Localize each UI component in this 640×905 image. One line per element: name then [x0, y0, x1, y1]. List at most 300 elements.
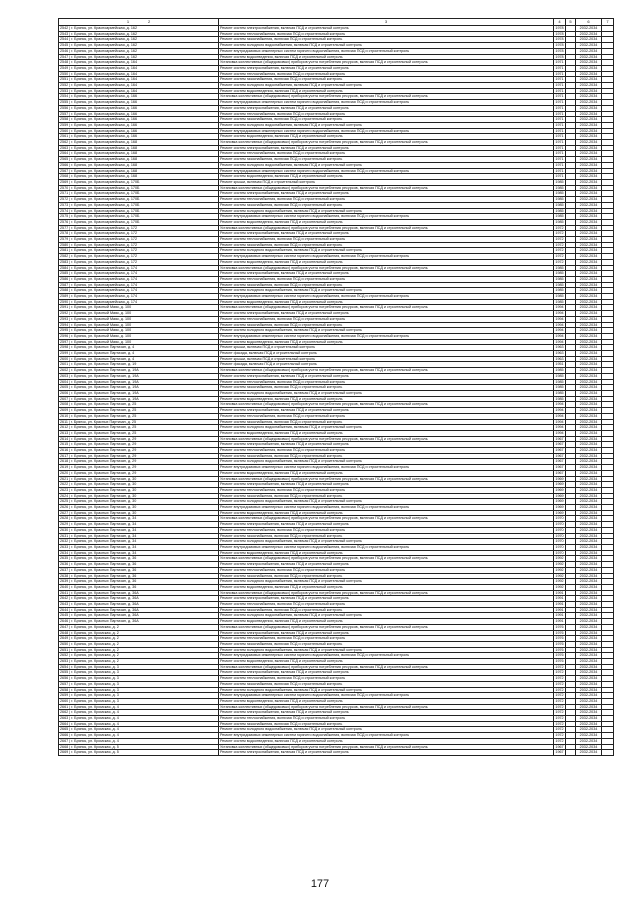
row-work-type: Ремонт систем электроснабжения, включая ПСД и строительный контроль — [219, 522, 554, 528]
row-period: 2032-2034 — [576, 37, 602, 43]
row-number-address: 2624 | г. Брянск, ул. Красных Партизан, д. 30 — [59, 493, 219, 499]
row-year: 1963 — [555, 356, 564, 361]
row-period: 2032-2034 — [576, 356, 602, 362]
row-year: 1972 — [555, 670, 564, 675]
row-period: 2032-2034 — [576, 134, 602, 140]
row-period: 2032-2034 — [576, 487, 602, 493]
row-number-address: 2629 | г. Брянск, ул. Красных Партизан, д. 34 — [59, 522, 219, 528]
row-number-address: 2580 | г. Брянск, ул. Красноармейская, д. 172 — [59, 242, 219, 248]
row-period: 2032-2034 — [576, 225, 602, 231]
row-period: 2032-2034 — [576, 197, 602, 203]
row-year: 1972 — [555, 693, 564, 698]
row-period: 2032-2034 — [576, 214, 602, 220]
row-number-address: 2551 | г. Брянск, ул. Красноармейская, д. 164 — [59, 77, 219, 83]
row-number-address: 2570 | г. Брянск, ул. Красноармейская, д. 170Б — [59, 185, 219, 191]
row-work-type: Ремонт систем холодного водоснабжения, включая ПСД и строительный контроль — [219, 391, 554, 397]
row-number-address: 2587 | г. Брянск, ул. Красноармейская, д. 174 — [59, 282, 219, 288]
header-col-3: 3 — [219, 19, 554, 26]
row-year: 1972 — [555, 237, 564, 242]
row-work-type: Ремонт систем водоотведения, включая ПСД и строительный контроль — [219, 88, 554, 94]
row-year: 1971 — [555, 105, 564, 110]
row-number-address: 2588 | г. Брянск, ул. Красноармейская, д. 174 — [59, 288, 219, 294]
row-work-type: Ремонт систем теплоснабжения, включая ПСД и строительный контроль — [219, 636, 554, 642]
row-year: 1992 — [555, 567, 564, 572]
row-work-type: Установка коллективных (общедомовых) приборов учета потребления ресурсов, включая ПСД и строительный контроль — [219, 744, 554, 750]
row-number-address: 2636 | г. Брянск, ул. Красных Партизан, д. 36 — [59, 562, 219, 568]
row-number-address: 2598 | г. Брянск, ул. Красных Партизан, д. 4 — [59, 345, 219, 351]
row-year: 1985 — [555, 282, 564, 287]
row-work-type: Ремонт систем холодного водоснабжения, включая ПСД и строительный контроль — [219, 288, 554, 294]
row-year: 1985 — [555, 276, 564, 281]
row-number-address: 2594 | г. Брянск, ул. Красный Маяк, д. 100 — [59, 322, 219, 328]
row-number-address: 2577 | г. Брянск, ул. Красноармейская, д. 172 — [59, 225, 219, 231]
row-number-address: 2631 | г. Брянск, ул. Красных Партизан, д. 34 — [59, 533, 219, 539]
row-number-address: 2668 | г. Брянск, ул. Кромская, д. 5 — [59, 744, 219, 750]
row-work-type: Ремонт систем холодного водоснабжения, включая ПСД и строительный контроль — [219, 727, 554, 733]
row-work-type: Ремонт систем теплоснабжения, включая ПСД и строительный контроль — [219, 487, 554, 493]
row-period: 2032-2034 — [576, 254, 602, 260]
row-period: 2032-2034 — [576, 311, 602, 317]
row-number-address: 2622 | г. Брянск, ул. Красных Партизан, д. 30 — [59, 482, 219, 488]
row-year: 1978 — [555, 43, 564, 48]
row-year: 1967 — [555, 470, 564, 475]
row-year: 1976 — [555, 647, 564, 652]
row-number-address: 2545 | г. Брянск, ул. Красноармейская, д. 162 — [59, 43, 219, 49]
row-year: 1994 — [555, 339, 564, 344]
row-year: 1992 — [555, 584, 564, 589]
row-year: 1971 — [555, 145, 564, 150]
row-number-address: 2568 | г. Брянск, ул. Красноармейская, д. 168 — [59, 174, 219, 180]
header-col-6: 6 — [576, 19, 602, 26]
row-year: 1978 — [555, 31, 564, 36]
row-number-address: 2608 | г. Брянск, ул. Красных Партизан, д. 25 — [59, 402, 219, 408]
row-number-address: 2612 | г. Брянск, ул. Красных Партизан, д. 25 — [59, 425, 219, 431]
row-year: 1985 — [555, 299, 564, 304]
row-year: 1985 — [555, 288, 564, 293]
row-number-address: 2635 | г. Брянск, ул. Красных Партизан, д. 36 — [59, 556, 219, 562]
row-period: 2032-2034 — [576, 168, 602, 174]
row-year: 1971 — [555, 77, 564, 82]
row-number-address: 2549 | г. Брянск, ул. Красноармейская, д. 164 — [59, 65, 219, 71]
row-period: 2032-2034 — [576, 596, 602, 602]
row-period: 2032-2034 — [576, 54, 602, 60]
row-work-type: Ремонт систем водоотведения, включая ПСД и строительный контроль — [219, 619, 554, 625]
row-period: 2032-2034 — [576, 436, 602, 442]
row-period: 2032-2034 — [576, 499, 602, 505]
row-year: 1970 — [555, 527, 564, 532]
row-work-type: Ремонт систем газоснабжения, включая ПСД и строительный контроль — [219, 77, 554, 83]
row-period: 2032-2034 — [576, 659, 602, 665]
row-work-type: Ремонт систем электроснабжения, включая ПСД и строительный контроль — [219, 191, 554, 197]
row-work-type: Ремонт систем газоснабжения, включая ПСД и строительный контроль — [219, 641, 554, 647]
row-year: 1978 — [555, 54, 564, 59]
row-period: 2032-2034 — [576, 453, 602, 459]
row-period: 2032-2034 — [576, 408, 602, 414]
row-number-address: 2592 | г. Брянск, ул. Красный Маяк, д. 100 — [59, 311, 219, 317]
row-number-address: 2644 | г. Брянск, ул. Красных Партизан, д. 36А — [59, 607, 219, 613]
row-year: 1969 — [555, 476, 564, 481]
row-work-type: Установка коллективных (общедомовых) приборов учета потребления ресурсов, включая ПСД и строительный контроль — [219, 516, 554, 522]
row-period: 2032-2034 — [576, 693, 602, 699]
row-work-type: Ремонт систем холодного водоснабжения, включая ПСД и строительный контроль — [219, 499, 554, 505]
row-number-address: 2610 | г. Брянск, ул. Красных Партизан, д. 25 — [59, 413, 219, 419]
row-year: 1991 — [555, 596, 564, 601]
row-number-address: 2640 | г. Брянск, ул. Красных Партизан, д. 36 — [59, 584, 219, 590]
row-year: 1972 — [555, 259, 564, 264]
row-number-address: 2646 | г. Брянск, ул. Красных Партизан, д. 36А — [59, 619, 219, 625]
row-work-type: Ремонт систем холодного водоснабжения, включая ПСД и строительный контроль — [219, 459, 554, 465]
row-period: 2032-2034 — [576, 510, 602, 516]
row-work-type: Ремонт систем газоснабжения, включая ПСД и строительный контроль — [219, 607, 554, 613]
row-work-type: Установка коллективных (общедомовых) приборов учета потребления ресурсов, включая ПСД и строительный контроль — [219, 624, 554, 630]
row-work-type: Ремонт внутридомовых инженерных систем горячего водоснабжения, включая ПСД и строительный контроль — [219, 294, 554, 300]
row-year: 1971 — [555, 83, 564, 88]
row-work-type: Ремонт систем холодного водоснабжения, включая ПСД и строительный контроль — [219, 162, 554, 168]
row-work-type: Ремонт внутридомовых инженерных систем горячего водоснабжения, включая ПСД и строительный контроль — [219, 214, 554, 220]
row-period: 2032-2034 — [576, 396, 602, 402]
row-period: 2032-2034 — [576, 556, 602, 562]
row-work-type: Ремонт систем газоснабжения, включая ПСД и строительный контроль — [219, 721, 554, 727]
row-period: 2032-2034 — [576, 248, 602, 254]
row-work-type: Ремонт систем теплоснабжения, включая ПСД и строительный контроль — [219, 197, 554, 203]
row-period: 2032-2034 — [576, 276, 602, 282]
row-period: 2032-2034 — [576, 351, 602, 357]
row-period: 2032-2034 — [576, 43, 602, 49]
page-number: 177 — [310, 878, 330, 890]
row-year: 1985 — [555, 385, 564, 390]
row-year: 1985 — [555, 219, 564, 224]
row-period: 2032-2034 — [576, 128, 602, 134]
row-work-type: Ремонт систем холодного водоснабжения, включая ПСД и строительный контроль — [219, 208, 554, 214]
row-year: 1971 — [555, 88, 564, 93]
row-year: 1971 — [555, 140, 564, 145]
row-number-address: 2665 | г. Брянск, ул. Кромская, д. 4 — [59, 727, 219, 733]
row-number-address: 2566 | г. Брянск, ул. Красноармейская, д. 168 — [59, 162, 219, 168]
row-period: 2032-2034 — [576, 607, 602, 613]
row-number-address: 2658 | г. Брянск, ул. Кромская, д. 3 — [59, 687, 219, 693]
row-year: 1976 — [555, 630, 564, 635]
table-body — [59, 26, 614, 756]
row-work-type: Ремонт систем водоотведения, включая ПСД и строительный контроль — [219, 584, 554, 590]
row-period: 2032-2034 — [576, 602, 602, 608]
row-year: 1972 — [555, 664, 564, 669]
row-work-type: Ремонт систем холодного водоснабжения, включая ПСД и строительный контроль — [219, 647, 554, 653]
row-work-type: Ремонт систем холодного водоснабжения, включая ПСД и строительный контроль — [219, 425, 554, 431]
row-work-type: Ремонт систем водоотведения, включая ПСД и строительный контроль — [219, 134, 554, 140]
row-work-type: Ремонт систем холодного водоснабжения, включая ПСД и строительный контроль — [219, 248, 554, 254]
row-work-type: Ремонт систем теплоснабжения, включая ПСД и строительный контроль — [219, 716, 554, 722]
row-number-address: 2660 | г. Брянск, ул. Кромская, д. 3 — [59, 698, 219, 704]
row-work-type: Установка коллективных (общедомовых) приборов учета потребления ресурсов, включая ПСД и строительный контроль — [219, 60, 554, 66]
row-number-address: 2633 | г. Брянск, ул. Красных Партизан, д. 34 — [59, 544, 219, 550]
row-work-type: Ремонт систем теплоснабжения, включая ПСД и строительный контроль — [219, 71, 554, 77]
row-year: 1985 — [555, 265, 564, 270]
row-work-type: Установка коллективных (общедомовых) приборов учета потребления ресурсов, включая ПСД и строительный контроль — [219, 664, 554, 670]
row-period: 2032-2034 — [576, 105, 602, 111]
row-period: 2032-2034 — [576, 413, 602, 419]
row-period: 2032-2034 — [576, 157, 602, 163]
row-year: 1971 — [555, 168, 564, 173]
row-year: 1985 — [555, 191, 564, 196]
row-work-type: Ремонт систем газоснабжения, включая ПСД и строительный контроль — [219, 117, 554, 123]
row-period: 2032-2034 — [576, 698, 602, 704]
row-year: 1992 — [555, 573, 564, 578]
row-period: 2032-2034 — [576, 476, 602, 482]
row-period: 2032-2034 — [576, 710, 602, 716]
row-number-address: 2555 | г. Брянск, ул. Красноармейская, д. 166 — [59, 100, 219, 106]
row-period: 2032-2034 — [576, 71, 602, 77]
row-work-type: Ремонт систем газоснабжения, включая ПСД и строительный контроль — [219, 282, 554, 288]
row-work-type: Ремонт внутридомовых инженерных систем горячего водоснабжения, включая ПСД и строительный контроль — [219, 254, 554, 260]
row-work-type: Ремонт систем теплоснабжения, включая ПСД и строительный контроль — [219, 413, 554, 419]
row-number-address: 2569 | г. Брянск, ул. Красноармейская, д. 170Б — [59, 179, 219, 185]
row-year: 1985 — [555, 373, 564, 378]
row-work-type: Ремонт систем газоснабжения, включая ПСД и строительный контроль — [219, 681, 554, 687]
row-work-type: Ремонт крыши, включая ПСД и строительный контроль — [219, 179, 554, 185]
row-year: 1972 — [555, 676, 564, 681]
row-period: 2032-2034 — [576, 174, 602, 180]
row-work-type: Ремонт фасада, включая ПСД и строительный контроль — [219, 362, 554, 368]
row-work-type: Ремонт систем теплоснабжения, включая ПСД и строительный контроль — [219, 448, 554, 454]
row-number-address: 2611 | г. Брянск, ул. Красных Партизан, д. 25 — [59, 419, 219, 425]
row-period: 2032-2034 — [576, 681, 602, 687]
row-number-address: 2575 | г. Брянск, ул. Красноармейская, д. 170Б — [59, 214, 219, 220]
row-number-address: 2657 | г. Брянск, ул. Кромская, д. 3 — [59, 681, 219, 687]
row-number-address: 2583 | г. Брянск, ул. Красноармейская, д. 172 — [59, 259, 219, 265]
row-work-type: Ремонт фасада, включая ПСД и строительный контроль — [219, 351, 554, 357]
row-year: 1971 — [555, 100, 564, 105]
row-work-type: Ремонт систем электроснабжения, включая ПСД и строительный контроль — [219, 670, 554, 676]
row-number-address: 2623 | г. Брянск, ул. Красных Партизан, д. 30 — [59, 487, 219, 493]
row-period: 2032-2034 — [576, 550, 602, 556]
row-period: 2032-2034 — [576, 562, 602, 568]
row-work-type: Ремонт систем теплоснабжения, включая ПСД и строительный контроль — [219, 31, 554, 37]
row-work-type: Ремонт систем водоотведения, включая ПСД и строительный контроль — [219, 219, 554, 225]
row-number-address: 2627 | г. Брянск, ул. Красных Партизан, д. 30 — [59, 510, 219, 516]
row-year: 1971 — [555, 128, 564, 133]
row-number-address: 2599 | г. Брянск, ул. Красных Партизан, д. 4 — [59, 351, 219, 357]
row-year: 1976 — [555, 659, 564, 664]
row-work-type: Ремонт систем электроснабжения, включая ПСД и строительный контроль — [219, 482, 554, 488]
row-empty — [602, 750, 614, 756]
row-period: 2032-2034 — [576, 259, 602, 265]
row-number-address: 2651 | г. Брянск, ул. Кромская, д. 2 — [59, 647, 219, 653]
row-year: 1994 — [555, 322, 564, 327]
row-year: 1994 — [555, 305, 564, 310]
row-period: 2032-2034 — [576, 391, 602, 397]
row-period: 2032-2034 — [576, 613, 602, 619]
row-year: 1969 — [555, 510, 564, 515]
row-period: 2032-2034 — [576, 744, 602, 750]
row-period: 2032-2034 — [576, 219, 602, 225]
row-year: 1972 — [555, 727, 564, 732]
row-work-type: Ремонт крыши, включая ПСД и строительный контроль — [219, 356, 554, 362]
row-period: 2032-2034 — [576, 288, 602, 294]
row-year: 1985 — [555, 379, 564, 384]
row-period: 2032-2034 — [576, 145, 602, 151]
row-period: 2032-2034 — [576, 733, 602, 739]
row-period: 2032-2034 — [576, 333, 602, 339]
row-period: 2032-2034 — [576, 539, 602, 545]
row-year: 1994 — [555, 328, 564, 333]
row-work-type: Установка коллективных (общедомовых) приборов учета потребления ресурсов, включая ПСД и строительный контроль — [219, 436, 554, 442]
row-period: 2032-2034 — [576, 379, 602, 385]
row-work-type: Ремонт систем газоснабжения, включая ПСД и строительный контроль — [219, 37, 554, 43]
row-year: 1991 — [555, 602, 564, 607]
row-number-address: 2626 | г. Брянск, ул. Красных Партизан, д. 30 — [59, 505, 219, 511]
row-period: 2032-2034 — [576, 482, 602, 488]
row-period: 2032-2034 — [576, 716, 602, 722]
row-period: 2032-2034 — [576, 111, 602, 117]
row-year: 1971 — [555, 134, 564, 139]
row-work-type: Ремонт систем газоснабжения, включая ПСД и строительный контроль — [219, 453, 554, 459]
row-year: 1967 — [555, 750, 564, 755]
row-work-type: Ремонт систем газоснабжения, включая ПСД и строительный контроль — [219, 242, 554, 248]
row-period: 2032-2034 — [576, 579, 602, 585]
row-year: 1985 — [555, 391, 564, 395]
row-year: 1963 — [555, 345, 564, 350]
row-number-address: 2603 | г. Брянск, ул. Красных Партизан, д. 19А — [59, 373, 219, 379]
row-work-type: Ремонт систем электроснабжения, включая ПСД и строительный контроль — [219, 408, 554, 414]
header-col-1-2: 1 2 — [59, 19, 219, 26]
row-period: 2032-2034 — [576, 299, 602, 305]
row-work-type: Ремонт систем водоотведения, включая ПСД и строительный контроль — [219, 174, 554, 180]
row-year: 1985 — [555, 214, 564, 219]
row-period: 2032-2034 — [576, 641, 602, 647]
row-number-address: 2602 | г. Брянск, ул. Красных Партизан, д. 19А — [59, 368, 219, 374]
table-header-row — [59, 19, 614, 26]
row-year: 1967 — [555, 744, 564, 749]
row-number-address: 2619 | г. Брянск, ул. Красных Партизан, д. 29 — [59, 465, 219, 471]
row-work-type: Установка коллективных (общедомовых) приборов учета потребления ресурсов, включая ПСД и строительный контроль — [219, 225, 554, 231]
row-number-address: 2571 | г. Брянск, ул. Красноармейская, д. 170Б — [59, 191, 219, 197]
row-work-type: Ремонт систем электроснабжения, включая ПСД и строительный контроль — [219, 373, 554, 379]
row-work-type: Установка коллективных (общедомовых) приборов учета потребления ресурсов, включая ПСД и строительный контроль — [219, 476, 554, 482]
row-period: 2032-2034 — [576, 385, 602, 391]
row-period: 2032-2034 — [576, 687, 602, 693]
row-number-address: 2593 | г. Брянск, ул. Красный Маяк, д. 100 — [59, 316, 219, 322]
row-work-type: Ремонт систем холодного водоснабжения, включая ПСД и строительный контроль — [219, 328, 554, 334]
row-period: 2032-2034 — [576, 647, 602, 653]
row-period: 2032-2034 — [576, 448, 602, 454]
row-number-address: 2596 | г. Брянск, ул. Красный Маяк, д. 100 — [59, 333, 219, 339]
row-work-type: Установка коллективных (общедомовых) приборов учета потребления ресурсов, включая ПСД и строительный контроль — [219, 368, 554, 374]
row-number-address: 2585 | г. Брянск, ул. Красноармейская, д. 174 — [59, 271, 219, 277]
row-year: 1991 — [555, 613, 564, 618]
row-number-address: 2656 | г. Брянск, ул. Кромская, д. 3 — [59, 676, 219, 682]
row-number-address: 2617 | г. Брянск, ул. Красных Партизан, д. 29 — [59, 453, 219, 459]
row-year: 1985 — [555, 197, 564, 202]
row-year: 1972 — [555, 698, 564, 703]
row-work-type: Ремонт систем холодного водоснабжения, включая ПСД и строительный контроль — [219, 122, 554, 128]
row-work-type: Ремонт систем холодного водоснабжения, включая ПСД и строительный контроль — [219, 43, 554, 49]
row-number-address: 2550 | г. Брянск, ул. Красноармейская, д. 164 — [59, 71, 219, 77]
row-work-type: Ремонт систем водоотведения, включая ПСД и строительный контроль — [219, 54, 554, 60]
row-work-type: Установка коллективных (общедомовых) приборов учета потребления ресурсов, включая ПСД и строительный контроль — [219, 265, 554, 271]
row-work-type: Установка коллективных (общедомовых) приборов учета потребления ресурсов, включая ПСД и строительный контроль — [219, 402, 554, 408]
row-work-type: Ремонт систем газоснабжения, включая ПСД и строительный контроль — [219, 385, 554, 391]
row-work-type: Ремонт систем электроснабжения, включая ПСД и строительный контроль — [219, 630, 554, 636]
row-work-type: Ремонт крыши, включая ПСД и строительный контроль — [219, 345, 554, 351]
row-year: 1985 — [555, 368, 564, 373]
row-period: 2032-2034 — [576, 636, 602, 642]
row-work-type: Ремонт систем холодного водоснабжения, включая ПСД и строительный контроль — [219, 579, 554, 585]
row-year: 1971 — [555, 94, 564, 99]
row-number-address: 2595 | г. Брянск, ул. Красный Маяк, д. 100 — [59, 328, 219, 334]
row-year: 1972 — [555, 225, 564, 230]
row-period: 2032-2034 — [576, 117, 602, 123]
header-col-4: 4 — [554, 19, 566, 26]
row-period: 2032-2034 — [576, 465, 602, 471]
row-year: 1972 — [555, 738, 564, 743]
row-work-type: Ремонт систем электроснабжения, включая ПСД и строительный контроль — [219, 105, 554, 111]
row-year: 1967 — [555, 442, 564, 447]
row-number-address: 2643 | г. Брянск, ул. Красных Партизан, д. 36А — [59, 602, 219, 608]
row-year: 1978 — [555, 26, 564, 30]
row-year: 1972 — [555, 733, 564, 738]
row-number-address: 2654 | г. Брянск, ул. Кромская, д. 3 — [59, 664, 219, 670]
row-period: 2032-2034 — [576, 493, 602, 499]
row-work-type: Ремонт систем теплоснабжения, включая ПСД и строительный контроль — [219, 676, 554, 682]
row-number-address: 2667 | г. Брянск, ул. Кромская, д. 4 — [59, 738, 219, 744]
row-number-address: 2642 | г. Брянск, ул. Красных Партизан, д. 36А — [59, 596, 219, 602]
row-year: 1970 — [555, 533, 564, 538]
row-period: 2032-2034 — [576, 664, 602, 670]
row-number-address: 2609 | г. Брянск, ул. Красных Партизан, д. 25 — [59, 408, 219, 414]
row-year: 1985 — [555, 294, 564, 299]
row-period: 2032-2034 — [576, 271, 602, 277]
row-number-address: 2662 | г. Брянск, ул. Кромская, д. 4 — [59, 710, 219, 716]
row-period: 2032-2034 — [576, 516, 602, 522]
row-year: 1992 — [555, 579, 564, 584]
row-period: 2032-2034 — [576, 26, 602, 32]
row-year: 1970 — [555, 539, 564, 544]
repair-schedule-table — [58, 18, 614, 756]
row-period: 2032-2034 — [576, 522, 602, 528]
row-period: 2032-2034 — [576, 425, 602, 431]
row-year: 1994 — [555, 408, 564, 413]
row-period: 2032-2034 — [576, 265, 602, 271]
row-period: 2032-2034 — [576, 345, 602, 351]
row-number-address: 2578 | г. Брянск, ул. Красноармейская, д. 172 — [59, 231, 219, 237]
row-number-address: 2582 | г. Брянск, ул. Красноармейская, д. 172 — [59, 254, 219, 260]
row-period: 2032-2034 — [576, 373, 602, 379]
row-year: 1967 — [555, 448, 564, 453]
row-work-type: Ремонт внутридомовых инженерных систем горячего водоснабжения, включая ПСД и строительный контроль — [219, 505, 554, 511]
row-number-address: 2666 | г. Брянск, ул. Кромская, д. 4 — [59, 733, 219, 739]
row-period: 2032-2034 — [576, 619, 602, 625]
row-period: 2032-2034 — [576, 339, 602, 345]
row-period: 2032-2034 — [576, 83, 602, 89]
row-year: 1978 — [555, 48, 564, 53]
header-col-5: 5 — [566, 19, 576, 26]
row-work-type: Ремонт систем газоснабжения, включая ПСД и строительный контроль — [219, 157, 554, 163]
row-work-type: Ремонт систем водоотведения, включая ПСД и строительный контроль — [219, 550, 554, 556]
row-number-address: 2560 | г. Брянск, ул. Красноармейская, д. 166 — [59, 128, 219, 134]
row-year: 1967 — [555, 453, 564, 458]
row-number-address: 2544 | г. Брянск, ул. Красноармейская, д. 162 — [59, 37, 219, 43]
row-year: 1972 — [555, 687, 564, 692]
row-work-type: Ремонт систем теплоснабжения, включая ПСД и строительный контроль — [219, 567, 554, 573]
row-year: 1976 — [555, 624, 564, 629]
row-number-address: 2590 | г. Брянск, ул. Красноармейская, д. 174 — [59, 299, 219, 305]
row-work-type: Установка коллективных (общедомовых) приборов учета потребления ресурсов, включая ПСД и строительный контроль — [219, 140, 554, 146]
row-period: 2032-2034 — [576, 77, 602, 83]
row-year: 1994 — [555, 402, 564, 407]
row-year: 1963 — [555, 351, 564, 356]
row-number-address: 2554 | г. Брянск, ул. Красноармейская, д. 166 — [59, 94, 219, 100]
row-year: 1972 — [555, 242, 564, 247]
